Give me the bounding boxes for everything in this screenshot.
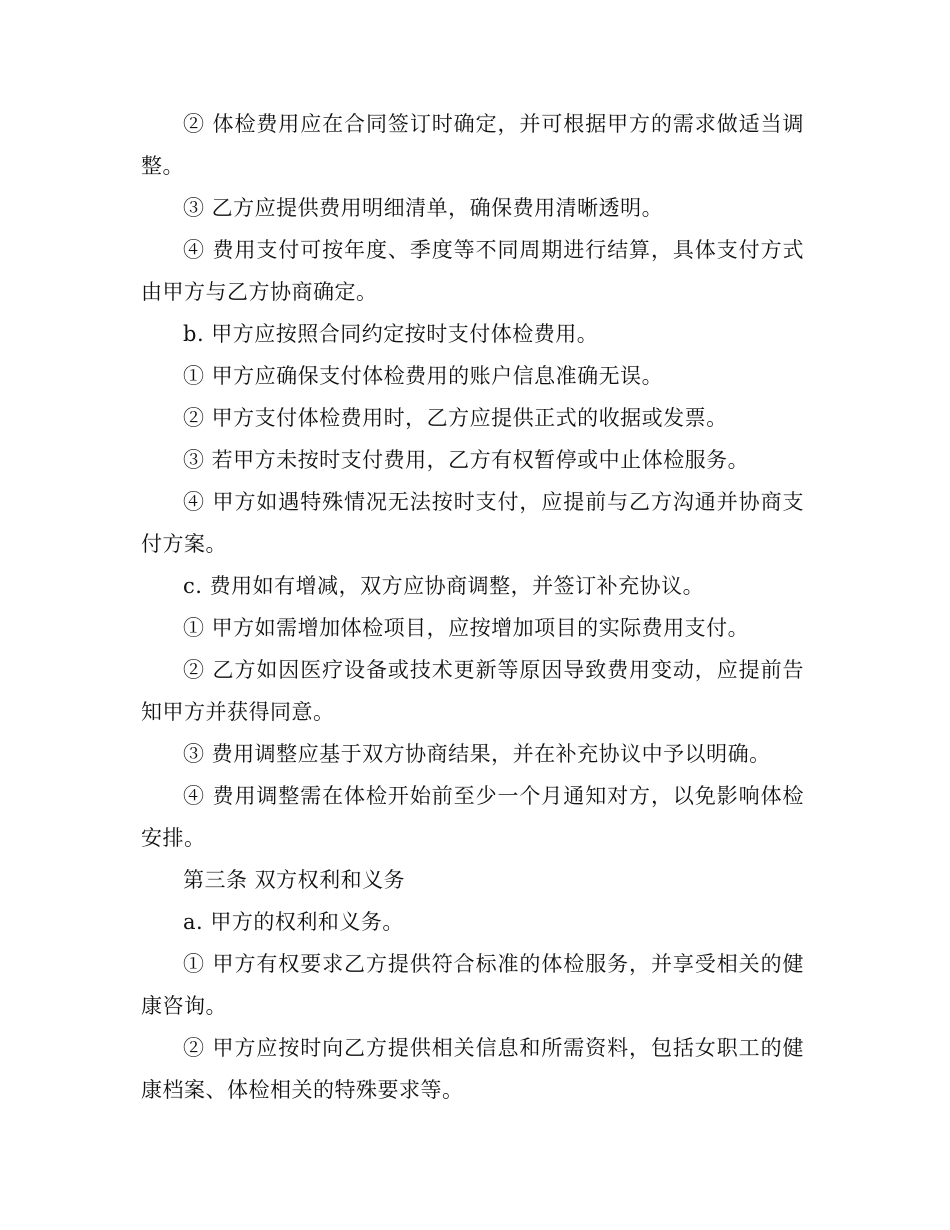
paragraph-clause-b: b. 甲方应按照合同约定按时支付体检费用。: [183, 322, 599, 346]
paragraph-advance-notice: ④ 费用调整需在体检开始前至少一个月通知对方，以免影响体检安排。: [141, 784, 804, 850]
document-body: [141, 103, 804, 1111]
paragraph-clause-c: c. 费用如有增减，双方应协商调整，并签订补充协议。: [183, 574, 705, 598]
paragraph-fee-determination: ② 体检费用应在合同签订时确定，并可根据甲方的需求做适当调整。: [141, 112, 804, 178]
paragraph-additional-items: ① 甲方如需增加体检项目，应按增加项目的实际费用支付。: [183, 616, 750, 640]
paragraph-payment-period: ④ 费用支付可按年度、季度等不同周期进行结算，具体支付方式由甲方与乙方协商确定。: [141, 238, 804, 304]
paragraph-supplementary-agreement: ③ 费用调整应基于双方协商结果，并在补充协议中予以明确。: [183, 742, 771, 766]
paragraph-late-payment: ③ 若甲方未按时支付费用，乙方有权暂停或中止体检服务。: [183, 448, 750, 472]
paragraph-clause-a: a. 甲方的权利和义务。: [183, 910, 404, 934]
paragraph-receipt: ② 甲方支付体检费用时，乙方应提供正式的收据或发票。: [183, 406, 728, 430]
paragraph-account-info: ① 甲方应确保支付体检费用的账户信息准确无误。: [183, 364, 664, 388]
section-heading-article-3: 第三条 双方权利和义务: [183, 868, 406, 892]
paragraph-cost-change-notice: ② 乙方如因医疗设备或技术更新等原因导致费用变动，应提前告知甲方并获得同意。: [141, 658, 804, 724]
paragraph-party-a-obligations: ② 甲方应按时向乙方提供相关信息和所需资料，包括女职工的健康档案、体检相关的特殊要求等。: [141, 1036, 804, 1102]
paragraph-fee-breakdown: ③ 乙方应提供费用明细清单，确保费用清晰透明。: [183, 196, 664, 220]
paragraph-party-a-rights: ① 甲方有权要求乙方提供符合标准的体检服务，并享受相关的健康咨询。: [141, 952, 804, 1018]
paragraph-special-circumstances: ④ 甲方如遇特殊情况无法按时支付，应提前与乙方沟通并协商支付方案。: [141, 490, 804, 556]
